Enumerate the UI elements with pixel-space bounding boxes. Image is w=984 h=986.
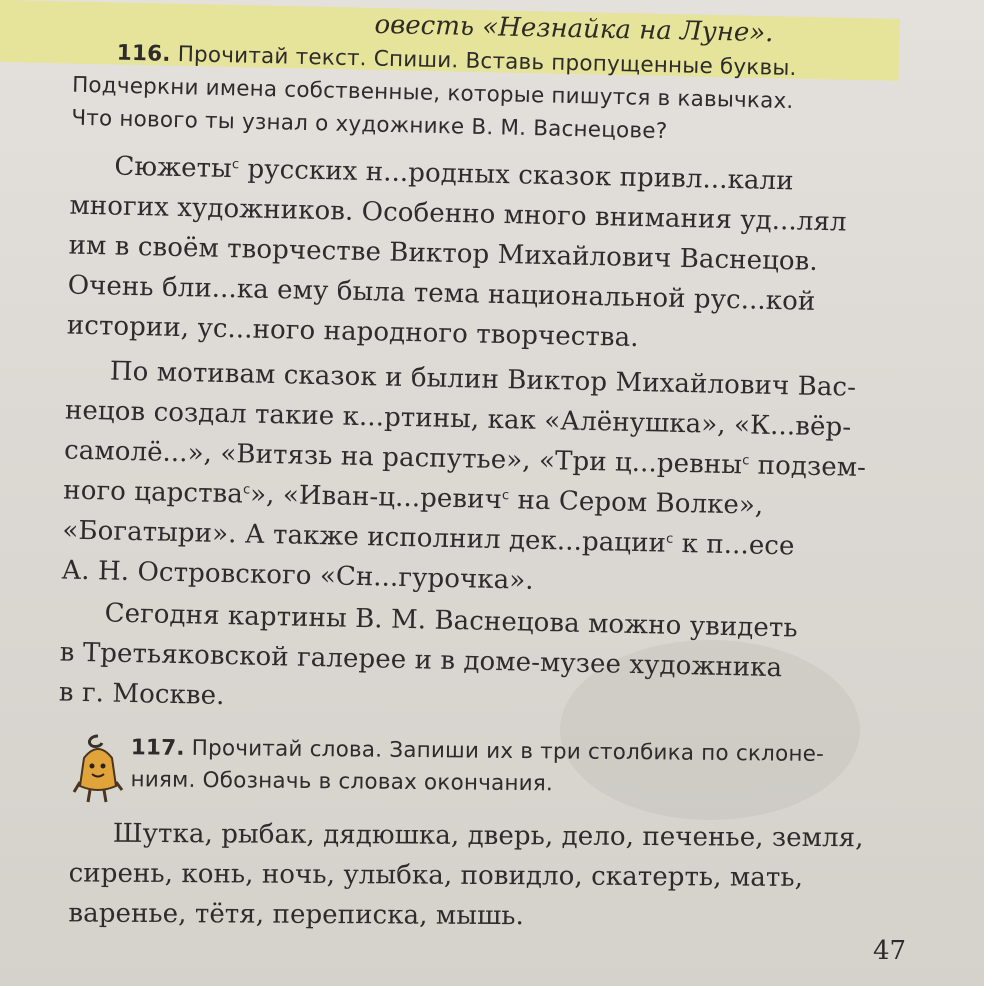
p1-line-1 [114,152,794,197]
p2-line-4b: », «Иван-ц...ревич [249,479,503,516]
word-line-2: сирень, конь, ночь, улыбка, повидло, скатерть, мать, [68,858,804,893]
p2-line-3 [64,436,866,483]
task-116-instruction-1: Прочитай текст. Спиши. Вставь пропущенные буквы. [177,42,797,82]
p1-line-4: Очень бли...ка ему была тема национальной рус...кой [67,270,816,317]
p2-line-5 [62,515,795,561]
footnote-marker: с [501,488,510,504]
task-117-instruction-2: ниям. Обозначь в словах окончания. [130,767,554,797]
task-117-line-1 [131,735,824,767]
task-116-instruction-3: Что нового ты узнал о художнике В. М. Васнецове? [71,105,668,145]
footnote-marker: с [665,531,674,547]
p1-line-3: им в своём творчестве Виктор Михайлович Васнецов. [68,230,819,277]
p2-line-6: А. Н. Островского «Сн...гурочка». [61,555,534,596]
p2-line-3b: подзем- [749,450,867,483]
p2-line-4a: ного царства [62,475,244,510]
footnote-marker: с [231,157,240,173]
bell-mascot-icon [70,732,126,804]
footnote-marker: с [242,482,251,498]
p3-line-1: Сегодня картины В. М. Васнецова можно увидеть [104,598,798,644]
p3-line-3: в г. Москве. [58,677,225,712]
task-116-instruction-2: Подчеркни имена собственные, которые пишутся в кавычках. [71,72,794,115]
p1-line-5: истории, ус...ного народного творчества. [66,310,639,354]
footnote-marker: с [742,453,750,469]
p2-line-4 [63,476,764,521]
p2-line-4c: на Сером Волке», [508,485,764,521]
p1-line-2: многих художников. Особенно много внимания уд...лял [69,190,847,238]
p2-line-2: нецов создал такие к...ртины, как «Алёнушка», «К...вёр- [64,395,852,443]
word-line-1: Шутка, рыбак, дядюшка, дверь, дело, печенье, земля, [112,818,864,854]
p2-line-1: По мотивам сказок и былин Виктор Михайлович Вас- [109,356,857,403]
p2-line-5a: «Богатыри». А также исполнил дек...рации [62,515,667,559]
p1-line-1b: русских н...родных сказок привл...кали [238,154,794,197]
p3-line-2: в Третьяковской галерее и в доме-музее художника [59,637,783,684]
header-band-text: овесть «Незнайка на Луне». [374,9,774,49]
p1-line-1a: Сюжеты [114,151,233,185]
p2-line-3a: самолё...», «Витязь на распутье», «Три ц...ревны [63,435,743,481]
word-line-3: варенье, тётя, переписка, мышь. [68,898,525,932]
p2-line-5b: к п...есе [672,528,795,562]
page-number: 47 [873,936,907,966]
task-117-number: 117. [130,735,185,761]
task-116-number: 116. [116,40,171,67]
task-117-instruction-1: Прочитай слова. Запиши их в три столбика по склоне- [191,735,825,767]
